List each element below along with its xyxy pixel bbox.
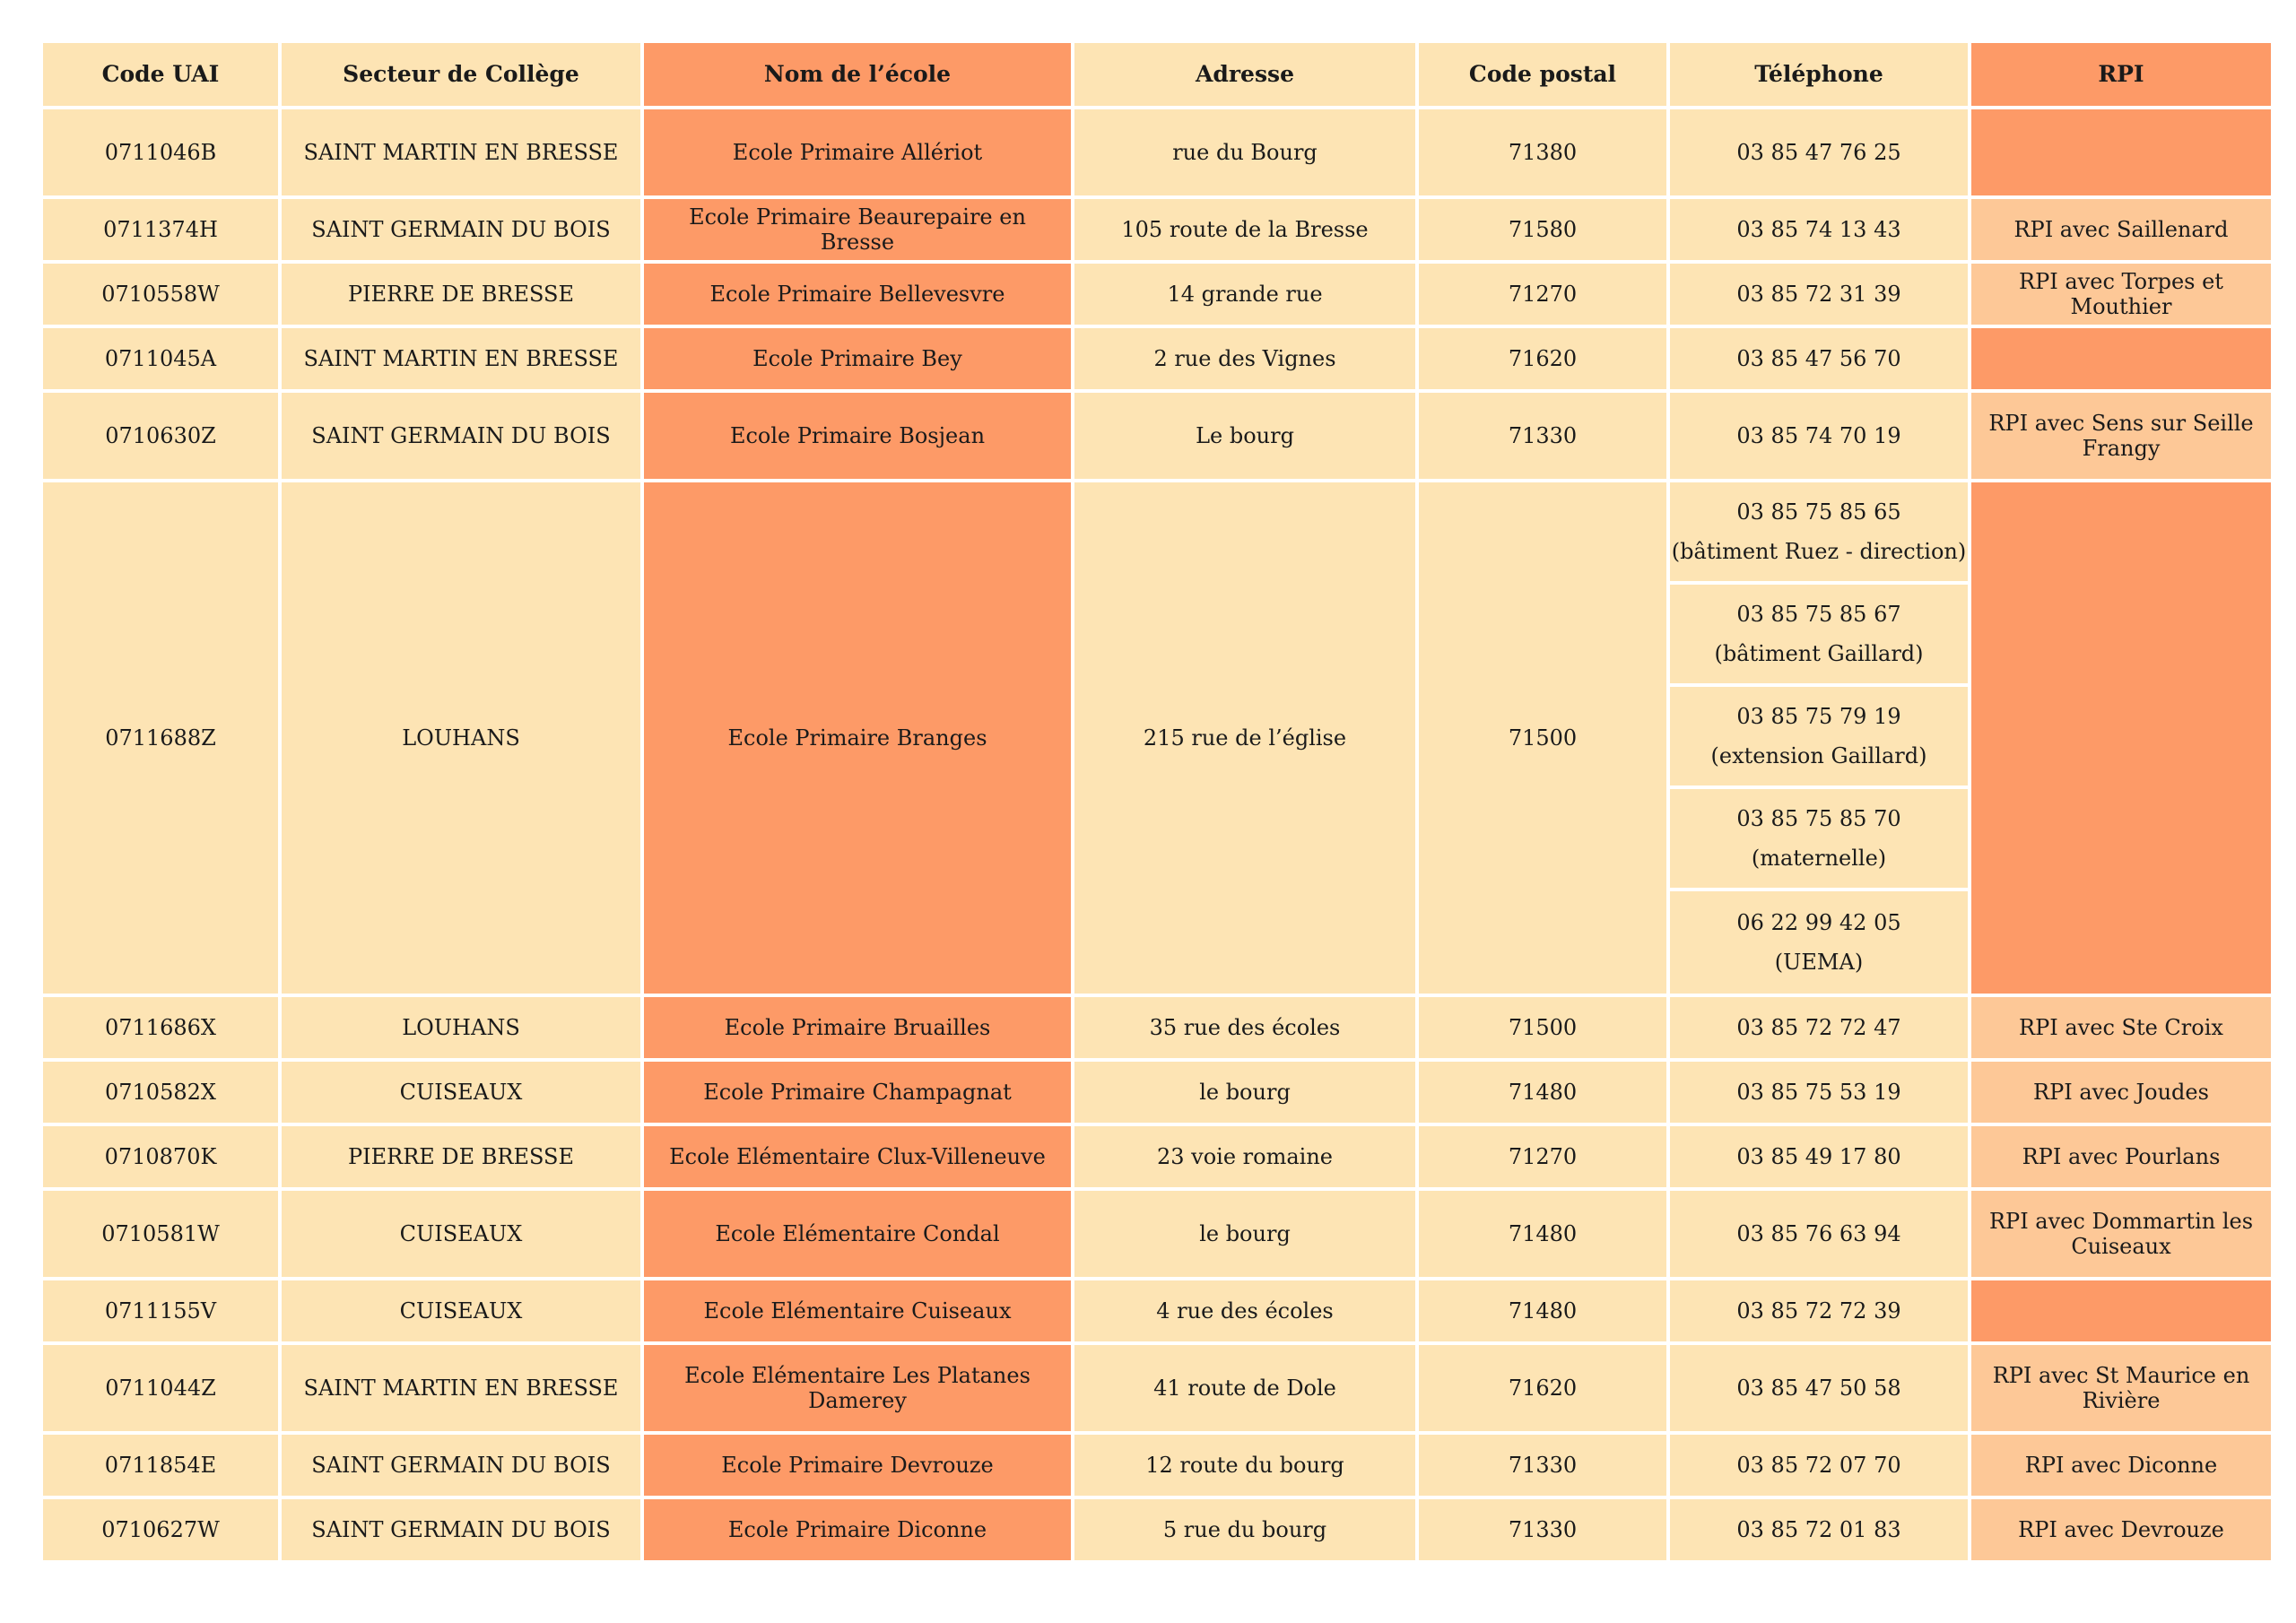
- cell-rpi: RPI avec Sens sur Seille Frangy: [1971, 393, 2271, 479]
- cell-code-uai: 0710627W: [43, 1499, 278, 1560]
- cell-secteur: SAINT GERMAIN DU BOIS: [282, 1435, 640, 1496]
- phone-number: 03 85 75 85 65: [1736, 499, 1901, 525]
- cell-rpi: RPI avec Torpes et Mouthier: [1971, 264, 2271, 325]
- cell-code-uai: 0710870K: [43, 1126, 278, 1187]
- cell-rpi: [1971, 1280, 2271, 1341]
- cell-nom: Ecole Primaire Bruailles: [644, 997, 1071, 1058]
- cell-nom: Ecole Primaire Devrouze: [644, 1435, 1071, 1496]
- cell-secteur: LOUHANS: [282, 997, 640, 1058]
- cell-code-postal: 71380: [1419, 109, 1666, 195]
- table-row: [43, 264, 2271, 325]
- cell-telephone: 03 85 72 07 70: [1670, 1435, 1968, 1496]
- cell-secteur: SAINT MARTIN EN BRESSE: [282, 109, 640, 195]
- header-adresse: Adresse: [1074, 43, 1415, 106]
- cell-adresse: rue du Bourg: [1074, 109, 1415, 195]
- phone-label: (bâtiment Ruez - direction): [1671, 539, 1967, 564]
- cell-adresse: le bourg: [1074, 1062, 1415, 1123]
- phone-entry: [1670, 891, 1968, 994]
- table-row: [43, 109, 2271, 195]
- cell-code-uai: 0711044Z: [43, 1345, 278, 1431]
- phone-number: 06 22 99 42 05: [1736, 910, 1901, 935]
- cell-nom: Ecole Elémentaire Condal: [644, 1191, 1071, 1277]
- cell-code-postal: 71330: [1419, 1499, 1666, 1560]
- phone-label: (extension Gaillard): [1710, 743, 1927, 768]
- cell-adresse: Le bourg: [1074, 393, 1415, 479]
- header-secteur: Secteur de Collège: [282, 43, 640, 106]
- table-row: [43, 1435, 2271, 1496]
- cell-code-uai: 0710558W: [43, 264, 278, 325]
- cell-adresse: 105 route de la Bresse: [1074, 199, 1415, 260]
- cell-rpi: RPI avec St Maurice en Rivière: [1971, 1345, 2271, 1431]
- cell-secteur: SAINT MARTIN EN BRESSE: [282, 328, 640, 389]
- header-nom: Nom de l’école: [644, 43, 1071, 106]
- cell-secteur: CUISEAUX: [282, 1280, 640, 1341]
- cell-nom: Ecole Primaire Branges: [644, 482, 1071, 994]
- cell-adresse: 41 route de Dole: [1074, 1345, 1415, 1431]
- cell-telephone: 03 85 74 13 43: [1670, 199, 1968, 260]
- cell-telephone: 03 85 74 70 19: [1670, 393, 1968, 479]
- cell-nom: Ecole Elémentaire Les Platanes Damerey: [644, 1345, 1071, 1431]
- table-row: [43, 199, 2271, 260]
- cell-code-uai: 0710581W: [43, 1191, 278, 1277]
- cell-nom: Ecole Primaire Diconne: [644, 1499, 1071, 1560]
- phone-label: (bâtiment Gaillard): [1714, 641, 1924, 666]
- table-row: [43, 393, 2271, 479]
- phone-entry: [1670, 687, 1968, 789]
- cell-telephone: 03 85 47 76 25: [1670, 109, 1968, 195]
- cell-secteur: SAINT MARTIN EN BRESSE: [282, 1345, 640, 1431]
- cell-nom: Ecole Primaire Beaurepaire en Bresse: [644, 199, 1071, 260]
- cell-code-uai: 0711686X: [43, 997, 278, 1058]
- cell-telephone: 03 85 76 63 94: [1670, 1191, 1968, 1277]
- cell-code-postal: 71270: [1419, 264, 1666, 325]
- cell-code-postal: 71480: [1419, 1062, 1666, 1123]
- cell-code-postal: 71480: [1419, 1191, 1666, 1277]
- cell-telephone-multi: [1670, 482, 1968, 994]
- cell-rpi: RPI avec Ste Croix: [1971, 997, 2271, 1058]
- cell-nom: Ecole Primaire Bellevesvre: [644, 264, 1071, 325]
- table-row: [43, 1345, 2271, 1431]
- cell-code-postal: 71580: [1419, 199, 1666, 260]
- schools-table: [39, 39, 2274, 1564]
- phone-entry: [1670, 789, 1968, 891]
- cell-telephone: 03 85 72 01 83: [1670, 1499, 1968, 1560]
- cell-rpi: RPI avec Pourlans: [1971, 1126, 2271, 1187]
- cell-telephone: 03 85 49 17 80: [1670, 1126, 1968, 1187]
- table-row: [43, 1280, 2271, 1341]
- cell-code-uai: 0710630Z: [43, 393, 278, 479]
- cell-rpi: RPI avec Joudes: [1971, 1062, 2271, 1123]
- cell-rpi: RPI avec Dommartin les Cuiseaux: [1971, 1191, 2271, 1277]
- cell-adresse: 14 grande rue: [1074, 264, 1415, 325]
- table-row: [43, 482, 2271, 994]
- cell-rpi: RPI avec Devrouze: [1971, 1499, 2271, 1560]
- cell-secteur: PIERRE DE BRESSE: [282, 1126, 640, 1187]
- cell-code-uai: 0711688Z: [43, 482, 278, 994]
- phone-number: 03 85 75 79 19: [1736, 704, 1901, 729]
- cell-code-uai: 0711854E: [43, 1435, 278, 1496]
- header-code-uai: Code UAI: [43, 43, 278, 106]
- cell-nom: Ecole Primaire Champagnat: [644, 1062, 1071, 1123]
- cell-secteur: LOUHANS: [282, 482, 640, 994]
- cell-code-postal: 71480: [1419, 1280, 1666, 1341]
- header-telephone: Téléphone: [1670, 43, 1968, 106]
- table-row: [43, 328, 2271, 389]
- phone-number: 03 85 75 85 70: [1736, 806, 1901, 831]
- cell-code-postal: 71330: [1419, 393, 1666, 479]
- table-row: [43, 997, 2271, 1058]
- cell-adresse: 2 rue des Vignes: [1074, 328, 1415, 389]
- cell-telephone: 03 85 47 50 58: [1670, 1345, 1968, 1431]
- cell-adresse: le bourg: [1074, 1191, 1415, 1277]
- cell-adresse: 215 rue de l’église: [1074, 482, 1415, 994]
- phone-number: 03 85 75 85 67: [1736, 602, 1901, 627]
- table-row: [43, 1191, 2271, 1277]
- header-code-postal: Code postal: [1419, 43, 1666, 106]
- cell-code-postal: 71620: [1419, 1345, 1666, 1431]
- cell-code-postal: 71500: [1419, 997, 1666, 1058]
- cell-rpi: [1971, 482, 2271, 994]
- cell-secteur: SAINT GERMAIN DU BOIS: [282, 393, 640, 479]
- header-rpi: RPI: [1971, 43, 2271, 106]
- cell-code-uai: 0711374H: [43, 199, 278, 260]
- table-row: [43, 1126, 2271, 1187]
- cell-telephone: 03 85 72 31 39: [1670, 264, 1968, 325]
- cell-secteur: SAINT GERMAIN DU BOIS: [282, 199, 640, 260]
- phone-label: (UEMA): [1774, 950, 1864, 975]
- cell-adresse: 23 voie romaine: [1074, 1126, 1415, 1187]
- header-row: [43, 43, 2271, 106]
- cell-secteur: CUISEAUX: [282, 1062, 640, 1123]
- cell-secteur: PIERRE DE BRESSE: [282, 264, 640, 325]
- table-row: [43, 1499, 2271, 1560]
- cell-adresse: 35 rue des écoles: [1074, 997, 1415, 1058]
- phone-label: (maternelle): [1751, 846, 1887, 871]
- cell-telephone: 03 85 72 72 47: [1670, 997, 1968, 1058]
- cell-code-postal: 71620: [1419, 328, 1666, 389]
- cell-nom: Ecole Primaire Bosjean: [644, 393, 1071, 479]
- cell-rpi: [1971, 109, 2271, 195]
- table-row: [43, 1062, 2271, 1123]
- phone-entry: [1670, 585, 1968, 687]
- cell-code-postal: 71500: [1419, 482, 1666, 994]
- phone-entry: [1670, 482, 1968, 585]
- cell-code-uai: 0711045A: [43, 328, 278, 389]
- cell-code-uai: 0711155V: [43, 1280, 278, 1341]
- cell-telephone: 03 85 47 56 70: [1670, 328, 1968, 389]
- cell-code-uai: 0711046B: [43, 109, 278, 195]
- cell-secteur: SAINT GERMAIN DU BOIS: [282, 1499, 640, 1560]
- cell-telephone: 03 85 72 72 39: [1670, 1280, 1968, 1341]
- cell-rpi: RPI avec Diconne: [1971, 1435, 2271, 1496]
- cell-rpi: RPI avec Saillenard: [1971, 199, 2271, 260]
- cell-adresse: 4 rue des écoles: [1074, 1280, 1415, 1341]
- cell-nom: Ecole Primaire Allériot: [644, 109, 1071, 195]
- cell-code-postal: 71330: [1419, 1435, 1666, 1496]
- cell-code-postal: 71270: [1419, 1126, 1666, 1187]
- cell-adresse: 12 route du bourg: [1074, 1435, 1415, 1496]
- cell-rpi: [1971, 328, 2271, 389]
- cell-secteur: CUISEAUX: [282, 1191, 640, 1277]
- cell-nom: Ecole Elémentaire Cuiseaux: [644, 1280, 1071, 1341]
- cell-adresse: 5 rue du bourg: [1074, 1499, 1415, 1560]
- cell-code-uai: 0710582X: [43, 1062, 278, 1123]
- cell-telephone: 03 85 75 53 19: [1670, 1062, 1968, 1123]
- cell-nom: Ecole Primaire Bey: [644, 328, 1071, 389]
- cell-nom: Ecole Elémentaire Clux-Villeneuve: [644, 1126, 1071, 1187]
